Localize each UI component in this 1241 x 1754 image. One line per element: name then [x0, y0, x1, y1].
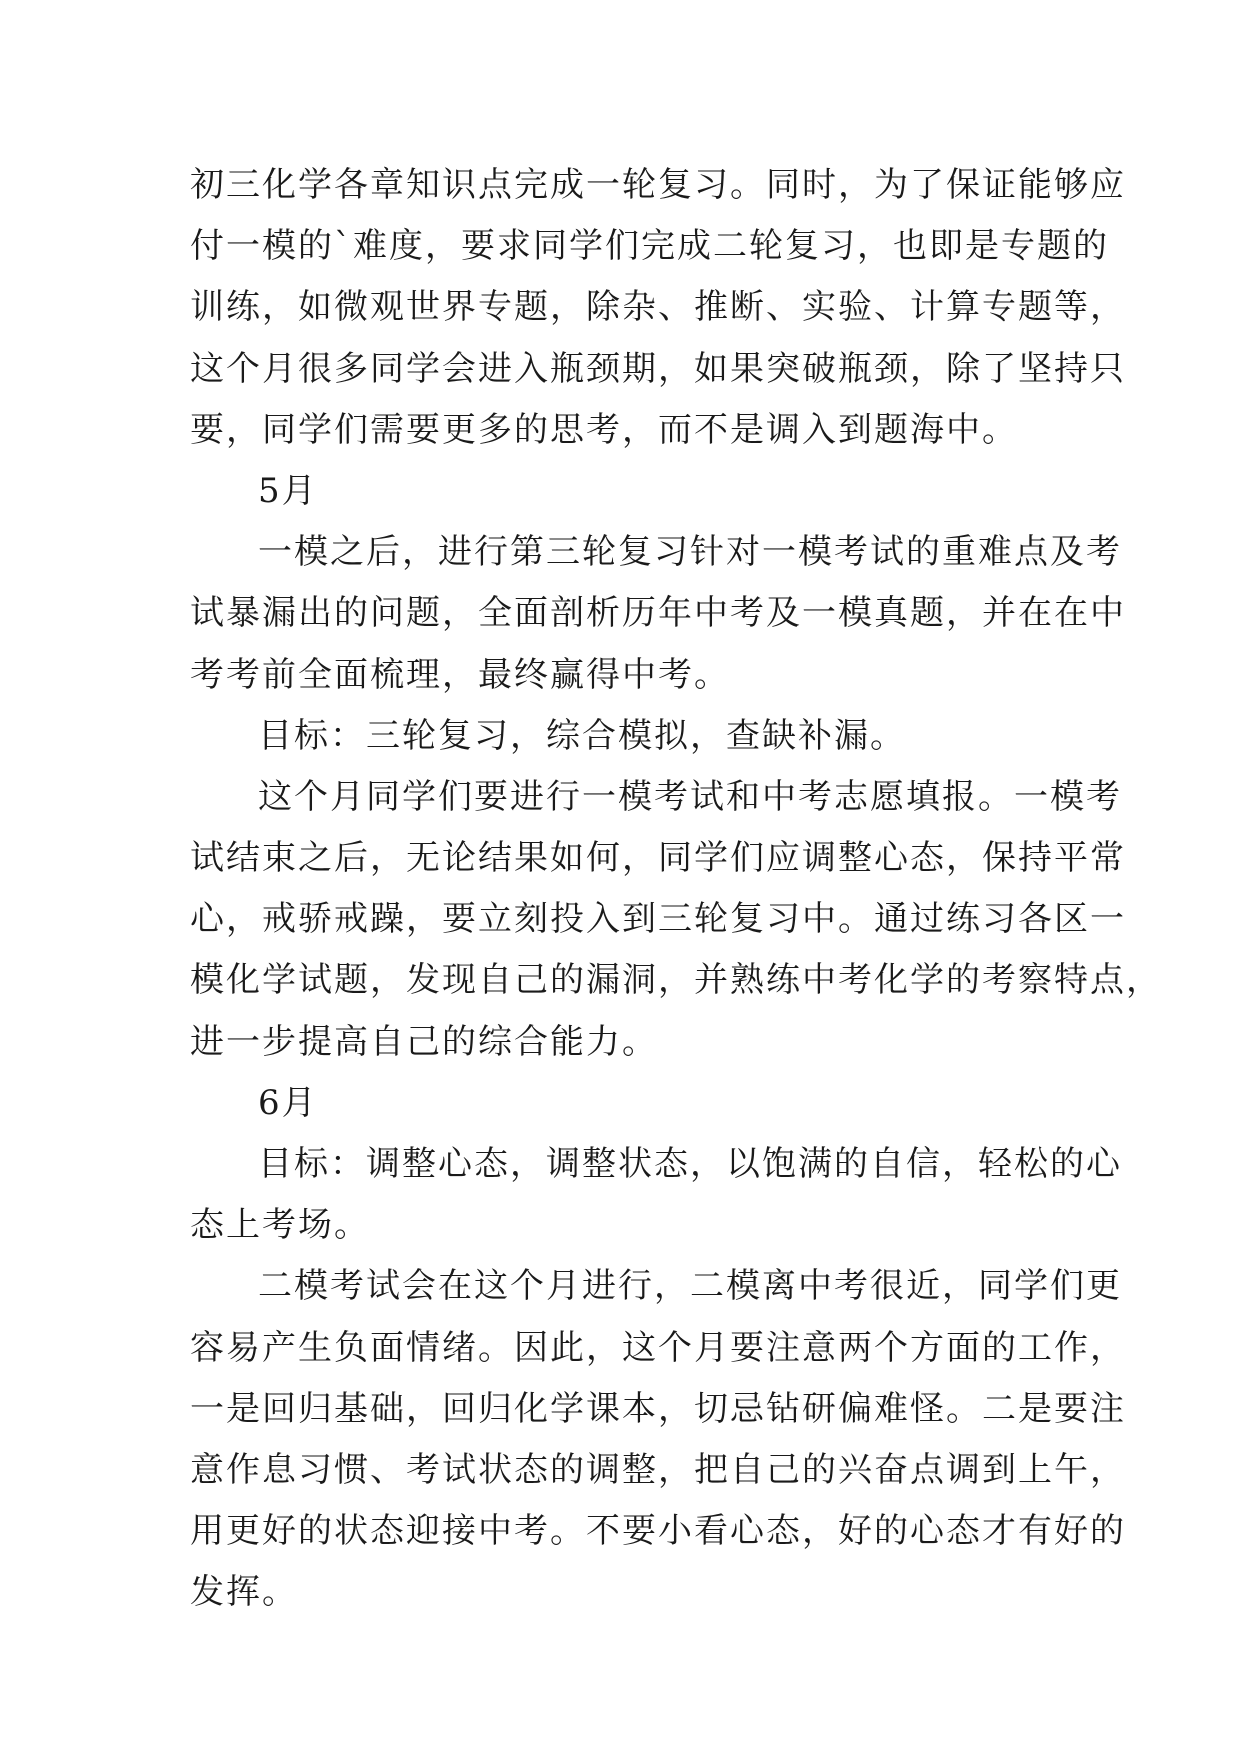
paragraph-line: 试结束之后，无论结果如何，同学们应调整心态，保持平常 — [190, 838, 1126, 879]
paragraph-line: 心，戒骄戒躁，要立刻投入到三轮复习中。通过练习各区一 — [190, 899, 1126, 940]
paragraph-line: 付一模的`难度，要求同学们完成二轮复习，也即是专题的 — [190, 226, 1109, 267]
month-heading: 6月 — [258, 1082, 318, 1123]
paragraph-line: 训练，如微观世界专题，除杂、推断、实验、计算专题等， — [190, 287, 1126, 328]
paragraph-line: 考考前全面梳理，最终赢得中考。 — [190, 654, 730, 695]
month-heading: 5月 — [258, 470, 318, 511]
paragraph-line: 初三化学各章知识点完成一轮复习。同时，为了保证能够应 — [190, 165, 1126, 205]
paragraph-line: 要，同学们需要更多的思考，而不是调入到题海中。 — [190, 409, 1018, 450]
paragraph-line: 模化学试题，发现自己的漏洞，并熟练中考化学的考察特点， — [190, 960, 1162, 1001]
paragraph-line: 一是回归基础，回归化学课本，切忌钻研偏难怪。二是要注 — [190, 1388, 1126, 1429]
paragraph-line: 一模之后，进行第三轮复习针对一模考试的重难点及考 — [258, 532, 1122, 573]
paragraph-line: 进一步提高自己的综合能力。 — [190, 1021, 658, 1062]
paragraph-line: 这个月很多同学会进入瓶颈期，如果突破瓶颈，除了坚持只 — [190, 348, 1126, 389]
paragraph-line: 这个月同学们要进行一模考试和中考志愿填报。一模考 — [258, 776, 1122, 817]
goal-line: 目标：调整心态，调整状态，以饱满的自信，轻松的心 — [258, 1144, 1122, 1184]
paragraph-line: 态上考场。 — [190, 1205, 370, 1246]
paragraph-line: 试暴漏出的问题，全面剖析历年中考及一模真题，并在在中 — [190, 593, 1126, 634]
paragraph-line: 发挥。 — [190, 1572, 298, 1613]
paragraph-line: 意作息习惯、考试状态的调整，把自己的兴奋点调到上午， — [190, 1449, 1126, 1490]
paragraph-line: 用更好的状态迎接中考。不要小看心态，好的心态才有好的 — [190, 1511, 1126, 1552]
paragraph-line: 二模考试会在这个月进行，二模离中考很近，同学们更 — [258, 1266, 1122, 1307]
document-body — [190, 155, 1162, 1624]
goal-line: 目标：三轮复习，综合模拟，查缺补漏。 — [258, 715, 906, 756]
paragraph-line: 容易产生负面情绪。因此，这个月要注意两个方面的工作， — [190, 1327, 1126, 1368]
